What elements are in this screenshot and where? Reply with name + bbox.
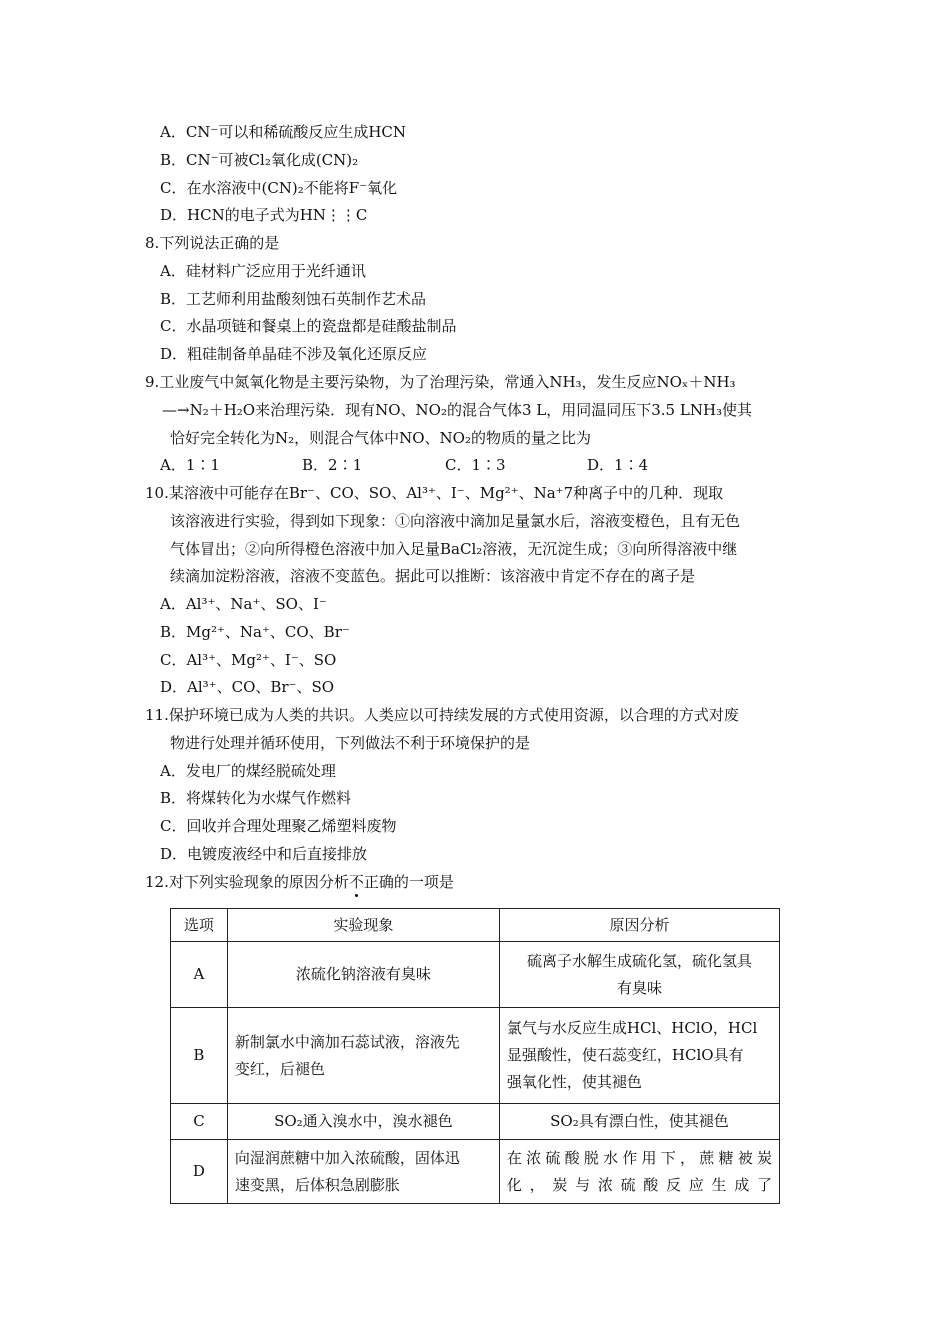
- q11-stem-line2: 物进行处理并循环使用，下列做法不利于环境保护的是: [170, 734, 531, 752]
- q12-stem-emphasis: 不: [348, 873, 364, 891]
- row-a-phenomenon: 浓硫化钠溶液有臭味: [227, 942, 499, 1008]
- row-b-reason: [499, 1008, 779, 1104]
- row-b-phenomenon-line1: 新制氯水中滴加石蕊试液，溶液先: [234, 1032, 460, 1051]
- q9-stem-line1: 9.工业废气中氮氧化物是主要污染物，为了治理污染，常通入NH₃，发生反应NOₓ＋NH₃: [145, 373, 736, 391]
- q7-option-a: A．CN⁻可以和稀硫酸反应生成HCN: [160, 123, 407, 141]
- row-d-reason: [499, 1140, 779, 1204]
- header-reason: 原因分析: [499, 909, 779, 942]
- row-c-option: C: [171, 1104, 228, 1140]
- row-a-reason-line2: 有臭味: [616, 978, 662, 997]
- q7-option-c: C．在水溶液中(CN)₂不能将F⁻氧化: [160, 179, 398, 197]
- q8-option-b: B．工艺师利用盐酸刻蚀石英制作艺术品: [160, 290, 427, 308]
- row-b-reason-line2: 显强酸性，使石蕊变红，HClO具有: [506, 1046, 744, 1064]
- table-row: [171, 942, 780, 1008]
- row-a-reason: [499, 942, 779, 1008]
- row-b-reason-line3: 强氧化性，使其褪色: [506, 1073, 642, 1091]
- q10-stem-line1: 10.某溶液中可能存在Br⁻、CO、SO、Al³⁺、I⁻、Mg²⁺、Na⁺7种离子中的几种．现取: [145, 484, 724, 502]
- row-c-reason: SO₂具有漂白性，使其褪色: [499, 1104, 779, 1140]
- q7-option-d: D．HCN的电子式为HN⋮⋮C: [160, 206, 368, 224]
- q9-option-d: D．1∶4: [587, 456, 649, 474]
- row-d-phenomenon-line2: 速变黑，后体积急剧膨胀: [234, 1175, 400, 1194]
- q9-option-c: C．1∶3: [445, 456, 506, 474]
- row-a-option: A: [171, 942, 228, 1008]
- q9-stem-line3: 恰好完全转化为N₂，则混合气体中NO、NO₂的物质的量之比为: [170, 429, 591, 447]
- q9-option-b: B．2∶1: [302, 456, 363, 474]
- q10-option-d: D．Al³⁺、CO、Br⁻、SO: [160, 678, 335, 696]
- row-b-option: B: [171, 1008, 228, 1104]
- q10-option-c: C．Al³⁺、Mg²⁺、I⁻、SO: [160, 651, 337, 669]
- row-d-reason-line2: 化，炭与浓硫酸反应生成了: [506, 1175, 772, 1194]
- header-phenomenon: 实验现象: [227, 909, 499, 942]
- row-b-phenomenon-line2: 变红，后褪色: [234, 1059, 325, 1078]
- q8-option-c: C．水晶项链和餐桌上的瓷盘都是硅酸盐制品: [160, 317, 457, 335]
- header-option: 选项: [171, 909, 228, 942]
- row-c-phenomenon: SO₂通入溴水中，溴水褪色: [227, 1104, 499, 1140]
- q8-option-a: A．硅材料广泛应用于光纤通讯: [160, 262, 366, 280]
- table-row: [171, 1140, 780, 1204]
- q12-stem-after: 正确的一项是: [363, 873, 454, 891]
- table-row: [171, 1104, 780, 1140]
- row-d-phenomenon: [227, 1140, 499, 1204]
- row-d-phenomenon-line1: 向湿润蔗糖中加入浓硫酸，固体迅: [234, 1148, 460, 1167]
- q12-stem: [145, 872, 454, 892]
- q8-option-d: D．粗硅制备单晶硅不涉及氧化还原反应: [160, 345, 428, 363]
- q8-stem: 8.下列说法正确的是: [145, 234, 280, 252]
- row-d-reason-line1: 在浓硫酸脱水作用下，蔗糖被炭: [506, 1148, 772, 1167]
- q7-option-b: B．CN⁻可被Cl₂氧化成(CN)₂: [160, 151, 359, 169]
- q11-option-d: D．电镀废液经中和后直接排放: [160, 845, 368, 863]
- q10-stem-line4: 续滴加淀粉溶液，溶液不变蓝色。据此可以推断：该溶液中肯定不存在的离子是: [170, 567, 696, 585]
- q9-option-a: A．1∶1: [160, 456, 220, 474]
- q11-option-b: B．将煤转化为水煤气作燃料: [160, 789, 352, 807]
- table-header-row: [171, 909, 780, 942]
- q10-option-a: A．Al³⁺、Na⁺、SO、I⁻: [160, 595, 327, 613]
- q11-option-a: A．发电厂的煤经脱硫处理: [160, 762, 336, 780]
- table-row: [171, 1008, 780, 1104]
- q12-stem-before: 12.对下列实验现象的原因分析: [145, 873, 349, 891]
- row-a-reason-line1: 硫离子水解生成硫化氢，硫化氢具: [526, 951, 752, 970]
- q12-table: [170, 908, 780, 1204]
- q11-option-c: C．回收并合理处理聚乙烯塑料废物: [160, 817, 397, 835]
- q10-option-b: B．Mg²⁺、Na⁺、CO、Br⁻: [160, 623, 350, 641]
- q10-stem-line3: 气体冒出；②向所得橙色溶液中加入足量BaCl₂溶液，无沉淀生成；③向所得溶液中继: [170, 540, 738, 558]
- row-b-reason-line1: 氯气与水反应生成HCl、HClO，HCl: [506, 1019, 758, 1037]
- row-d-option: D: [171, 1140, 228, 1204]
- q10-stem-line2: 该溶液进行实验，得到如下现象：①向溶液中滴加足量氯水后，溶液变橙色，且有无色: [170, 512, 741, 530]
- row-b-phenomenon: [227, 1008, 499, 1104]
- q9-stem-line2: —→N₂＋H₂O来治理污染．现有NO、NO₂的混合气体3 L，用同温同压下3.5 LNH₃使其: [162, 401, 753, 419]
- q11-stem-line1: 11.保护环境已成为人类的共识。人类应以可持续发展的方式使用资源，以合理的方式对废: [145, 706, 739, 724]
